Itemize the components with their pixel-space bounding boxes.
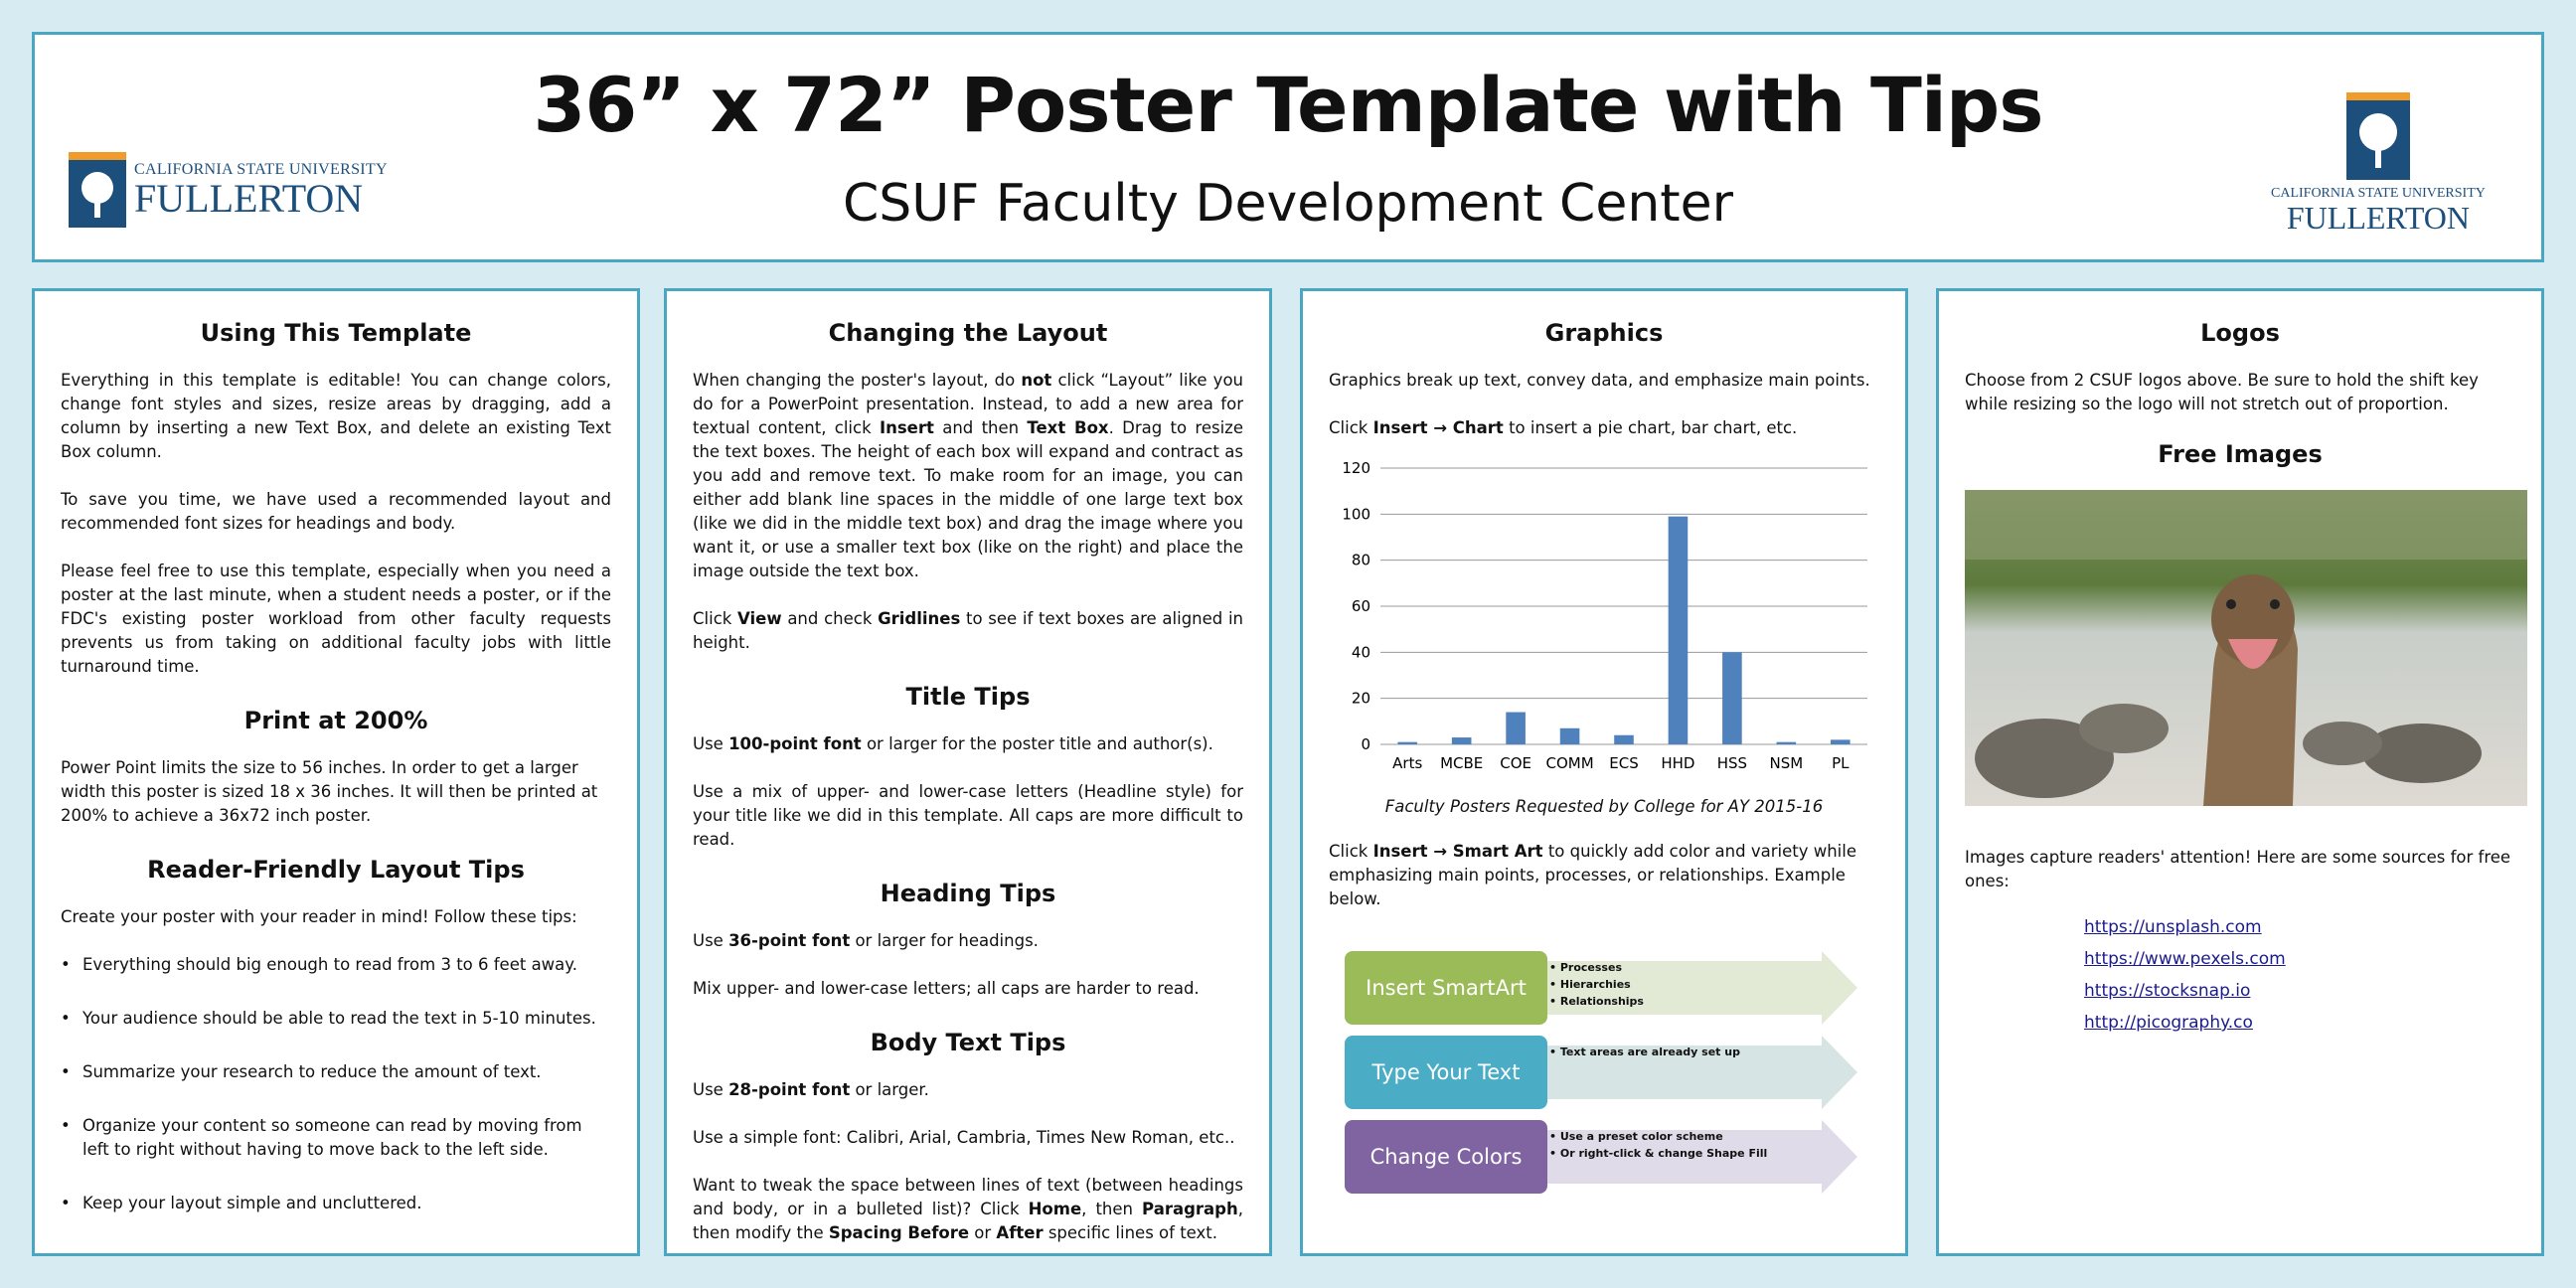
csuf-logo-right	[2271, 92, 2486, 234]
tree-seal-icon	[2346, 92, 2410, 180]
paragraph: Use 28-point font or larger.	[693, 1080, 929, 1099]
bar-ecs	[1614, 735, 1634, 744]
smartart-item: • Relationships	[1549, 995, 1644, 1008]
tips-list	[61, 953, 611, 1215]
bar-nsm	[1777, 742, 1797, 744]
list-item: • Your audience should be able to read the text in 5-10 minutes.	[61, 1007, 611, 1031]
paragraph: Choose from 2 CSUF logos above. Be sure to hold the shift key while resizing so the logo will not stretch out of proportion.	[1965, 371, 2479, 413]
paragraph: Use 100-point font or larger for the poster title and author(s).	[693, 734, 1213, 753]
smartart-row	[1345, 1120, 1861, 1194]
heading-graphics: Graphics	[1544, 319, 1664, 347]
smartart-row	[1345, 1036, 1861, 1109]
y-tick-label: 80	[1351, 551, 1370, 569]
x-tick-label: COE	[1500, 754, 1531, 772]
paragraph: Use 36-point font or larger for headings.	[693, 931, 1039, 950]
paragraph: Mix upper- and lower-case letters; all caps are harder to read.	[693, 979, 1200, 998]
chart-caption: Faculty Posters Requested by College for AY 2015-16	[1384, 797, 1824, 816]
paragraph: Click View and check Gridlines to see if text boxes are aligned in height.	[693, 609, 1243, 652]
smartart-diagram	[1329, 951, 1879, 1209]
paragraph: Create your poster with your reader in mind! Follow these tips:	[61, 907, 577, 926]
logo-fullerton-line: FULLERTON	[2286, 200, 2471, 236]
heading-print: Print at 200%	[243, 707, 428, 734]
bar-hhd	[1669, 517, 1689, 744]
paragraph: Please feel free to use this template, especially when you need a poster at the last minute, when a student needs a poster, or if the FDC's existing poster workload from other faculty requests prevents us from taking on additional faculty jobs with little turnaround time.	[61, 562, 611, 676]
column-using-template	[32, 288, 640, 1256]
smartart-item: • Text areas are already set up	[1549, 1046, 1740, 1058]
x-tick-label: ECS	[1609, 754, 1639, 772]
paragraph: Power Point limits the size to 56 inches. In order to get a larger width this poster is sized 18 x 36 inches. It will then be printed at 200% to achieve a 36x72 inch poster.	[61, 758, 598, 825]
y-tick-label: 120	[1342, 459, 1370, 477]
bar-mcbe	[1452, 737, 1472, 744]
y-tick-label: 100	[1342, 505, 1370, 524]
column-changing-layout	[664, 288, 1272, 1256]
bar-comm	[1560, 728, 1580, 744]
poster-subtitle: CSUF Faculty Development Center	[842, 174, 1734, 234]
heading-using-template: Using This Template	[200, 319, 472, 347]
heading-free-images: Free Images	[2158, 440, 2323, 468]
paragraph: Everything in this template is editable! You can change colors, change font styles and sizes, resize areas by dragging, add a column by inserting a new Text Box, and delete an existing Text Box column.	[61, 371, 611, 461]
heading-title-tips: Title Tips	[905, 683, 1031, 711]
goose-photo	[1965, 490, 2527, 806]
bar-chart	[1329, 448, 1885, 776]
heading-body-text-tips: Body Text Tips	[870, 1029, 1066, 1056]
paragraph: Images capture readers' attention! Here are some sources for free ones:	[1965, 848, 2511, 890]
x-tick-label: HSS	[1716, 754, 1748, 772]
heading-heading-tips: Heading Tips	[880, 880, 1056, 907]
y-tick-label: 20	[1351, 689, 1370, 708]
logo-university-line: CALIFORNIA STATE UNIVERSITY	[134, 161, 388, 178]
heading-reader-friendly: Reader-Friendly Layout Tips	[147, 856, 525, 884]
smartart-box: Type Your Text	[1345, 1036, 1547, 1109]
paragraph: Use a simple font: Calibri, Arial, Cambria, Times New Roman, etc..	[693, 1128, 1235, 1147]
goose-photo-icon	[1965, 490, 2527, 806]
smartart-item: • Hierarchies	[1549, 978, 1631, 991]
link-picography[interactable]: http://picography.co	[2084, 1013, 2253, 1033]
paragraph: Click Insert → Smart Art to quickly add color and variety while emphasizing main points, processes, or relationships. Example below.	[1329, 842, 1856, 908]
smartart-row	[1345, 951, 1861, 1025]
y-tick-label: 40	[1351, 643, 1370, 662]
list-item: • Summarize your research to reduce the amount of text.	[61, 1060, 611, 1084]
paragraph: When changing the poster's layout, do not click “Layout” like you do for a PowerPoint presentation. Instead, to add a new area for textual content, click Insert and then Text Box. Drag to resize the text boxes. The height of each box will expand and contract as you add and remove text. To make room for an image, you can either add blank line spaces in the middle of one large text box (like we did in the middle text box) and drag the image where you want it, or use a smaller text box (like on the right) and place the image outside the text box.	[693, 371, 1244, 580]
y-tick-label: 0	[1361, 735, 1370, 753]
x-tick-label: COMM	[1545, 754, 1594, 772]
list-item: • Organize your content so someone can read by moving from left to right without having to move back to the left side.	[61, 1114, 611, 1162]
y-tick-label: 60	[1351, 597, 1370, 615]
list-item: • Everything should big enough to read from 3 to 6 feet away.	[61, 953, 611, 977]
free-image-links	[1965, 917, 2515, 1033]
bar-coe	[1506, 713, 1526, 744]
heading-logos: Logos	[2200, 319, 2280, 347]
list-item: • Keep your layout simple and uncluttered.	[61, 1192, 611, 1215]
x-tick-label: NSM	[1769, 754, 1804, 772]
link-stocksnap[interactable]: https://stocksnap.io	[2084, 981, 2251, 1001]
logo-university-line: CALIFORNIA STATE UNIVERSITY	[2271, 186, 2486, 201]
x-tick-label: HHD	[1661, 754, 1695, 772]
column-graphics	[1300, 288, 1908, 1256]
column-logos	[1936, 288, 2544, 1256]
paragraph: Use a mix of upper- and lower-case letters (Headline style) for your title like we did in this template. All caps are more difficult to read.	[693, 782, 1243, 849]
smartart-item: • Use a preset color scheme	[1549, 1130, 1723, 1143]
smartart-box: Change Colors	[1345, 1120, 1547, 1194]
x-tick-label: Arts	[1392, 754, 1423, 772]
poster-header	[32, 32, 2544, 262]
x-tick-label: PL	[1832, 754, 1850, 772]
x-tick-label: MCBE	[1440, 754, 1484, 772]
heading-changing-layout: Changing the Layout	[828, 319, 1108, 347]
paragraph: Want to tweak the space between lines of text (between headings and body, or in a bulleted list)? Click Home, then Paragraph, then modify the Spacing Before or After specific lines of text.	[693, 1176, 1243, 1242]
link-unsplash[interactable]: https://unsplash.com	[2084, 917, 2262, 937]
bar-hss	[1722, 652, 1742, 744]
link-pexels[interactable]: https://www.pexels.com	[2084, 949, 2286, 969]
bar-arts	[1397, 742, 1417, 744]
poster-title: 36” x 72” Poster Template with Tips	[533, 61, 2043, 149]
smartart-item: • Processes	[1549, 961, 1622, 974]
paragraph: To save you time, we have used a recommended layout and recommended font sizes for headings and body.	[61, 490, 611, 533]
logo-fullerton-line: FULLERTON	[134, 176, 364, 221]
paragraph: Graphics break up text, convey data, and emphasize main points.	[1329, 371, 1870, 390]
bar-pl	[1831, 739, 1851, 744]
smartart-item: • Or right-click & change Shape Fill	[1549, 1147, 1768, 1160]
paragraph: Click Insert → Chart to insert a pie chart, bar chart, etc.	[1329, 418, 1798, 437]
smartart-box: Insert SmartArt	[1345, 951, 1547, 1025]
